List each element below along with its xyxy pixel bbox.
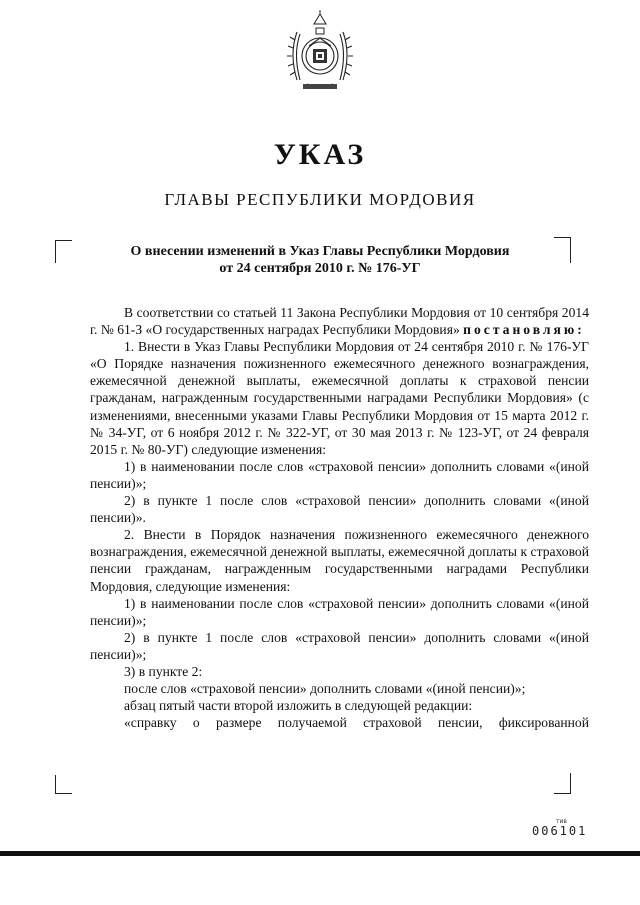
item-1-sub-1: 1) в наименовании после слов «страховой пенсии» дополнить словами «(иной пенсии)»; [90,458,589,491]
decree-word: постановляю: [463,322,585,338]
intro-paragraph [90,304,589,338]
decree-heading-line-2: от 24 сентября 2010 г. № 176-УГ [219,261,421,276]
item-2-sub-3-a: после слов «страховой пенсии» дополнить словами «(иной пенсии)»; [124,681,526,697]
coat-of-arms-icon [287,10,353,94]
item-1-sub-2: 2) в пункте 1 после слов «страховой пенсии» дополнить словами «(иной пенсии)». [90,493,589,526]
item-2-sub-3-c: «справку о размере получаемой страховой пенсии, фиксированной [124,715,589,731]
heading-corner-mark-top-left [55,240,72,263]
intro-text: В соответствии со статьей 11 Закона Республики Мордовия от 10 сентября 2014 г. № 61-З «О государственных наградах Республики Мордовия» [90,305,589,338]
decree-heading-line-1: О внесении изменений в Указ Главы Республики Мордовия [130,244,510,259]
item-1: 1. Внести в Указ Главы Республики Мордовия от 24 сентября 2010 г. № 176-УГ «О Порядке назначения пожизненного ежемесячного денежного вознаграждения, ежемесячной денежной выплаты, ежемесячной доплаты к страховой пенсии гражданам, награжденным государственными наградами Республики Мордовия» (с изменениями, внесенными указами Главы Республики Мордовия от 15 марта 2012 г. № 34-УГ, от 6 ноября 2012 г. № 322-УГ, от 30 мая 2013 г. № 123-УГ, от 24 февраля 2015 г. № 80-УГ) следующие изменения: [90,339,589,457]
decree-body [90,304,589,731]
item-2-sub-3: 3) в пункте 2: [124,663,203,679]
stamp-label: тив [556,818,567,825]
document-title: УКАЗ [273,138,367,171]
serial-number-stamp: 006101 [532,824,588,838]
page-corner-mark-bottom-left [55,775,72,794]
document-subtitle: ГЛАВЫ РЕСПУБЛИКИ МОРДОВИЯ [164,190,476,209]
item-2-sub-2: 2) в пункте 1 после слов «страховой пенсии» дополнить словами «(иной пенсии)»; [90,629,589,662]
decree-heading [80,243,560,277]
page-corner-mark-bottom-right [554,773,571,794]
bottom-rule [0,851,640,856]
item-2-sub-1: 1) в наименовании после слов «страховой пенсии» дополнить словами «(иной пенсии)»; [90,595,589,628]
item-2-sub-3-b: абзац пятый части второй изложить в следующей редакции: [124,698,473,714]
item-2: 2. Внести в Порядок назначения пожизненного ежемесячного денежного вознаграждения, ежемесячной денежной выплаты, ежемесячной доплаты к страховой пенсии гражданам, награжденным государственными наградами Республики Мордовия, следующие изменения: [90,527,589,594]
